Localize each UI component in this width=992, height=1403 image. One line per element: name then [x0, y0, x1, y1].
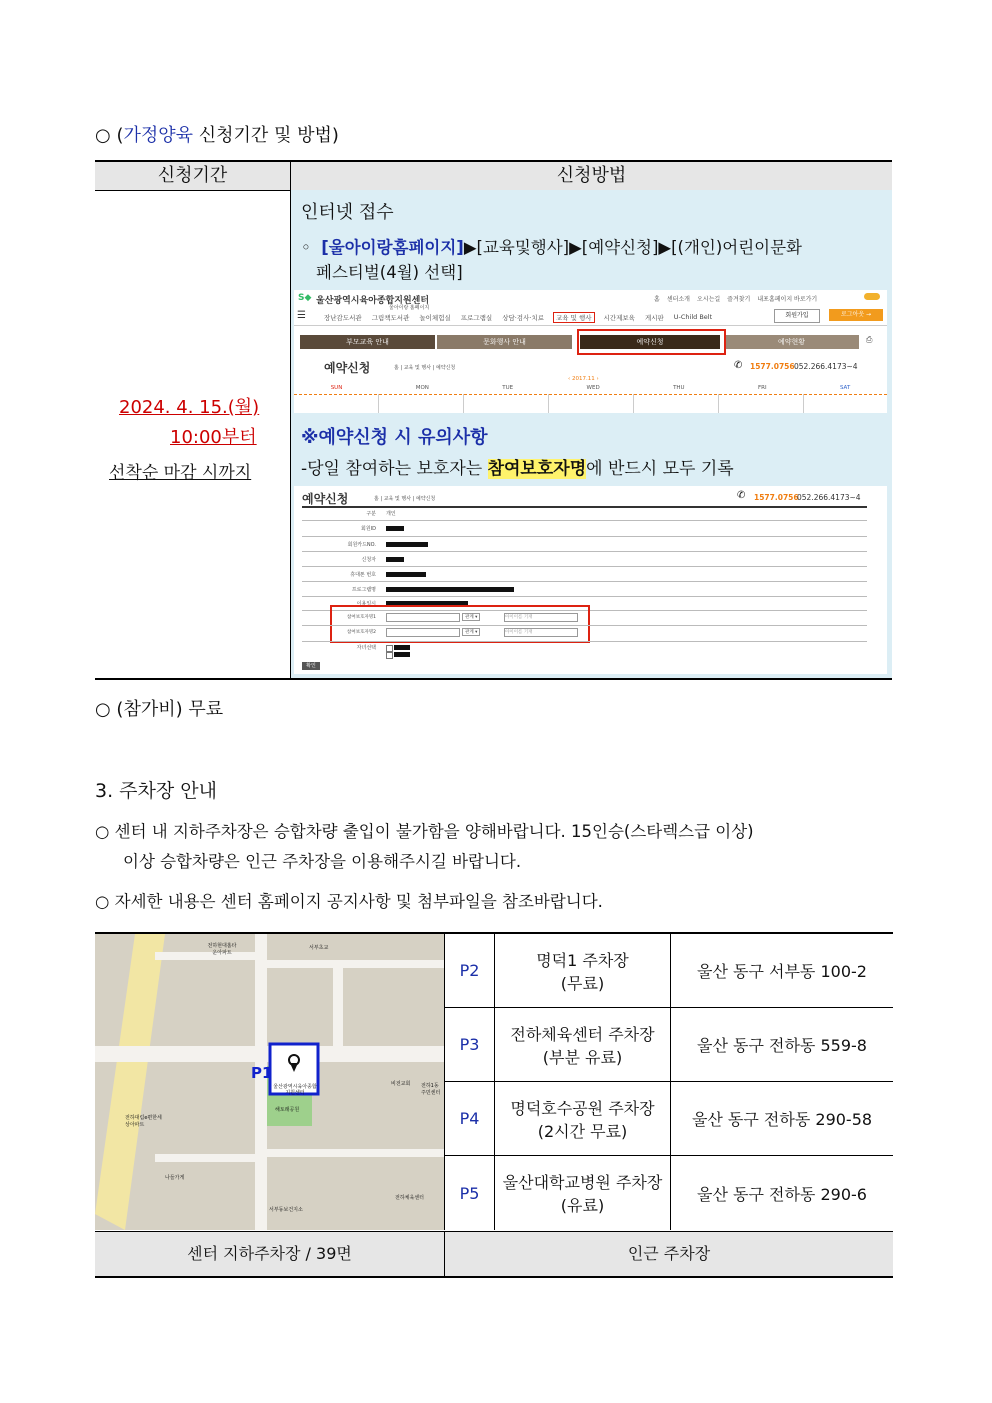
nav-item[interactable]: 상담·검사·치료 [502, 314, 544, 322]
site-logo-text: 울산광역시육아종합지원센터 [316, 296, 430, 306]
relation-select-1[interactable]: 관계 ▾ [462, 613, 480, 621]
parking-code: P2 [445, 934, 495, 1007]
tab-reservation[interactable]: 예약신청 [580, 335, 720, 349]
col-period-header: 신청기간 [95, 162, 291, 190]
reg-table-header [95, 160, 892, 191]
site-logo-icon: S◆ [298, 293, 312, 303]
nav-item[interactable]: 장난감도서관 [324, 314, 362, 322]
nav-item[interactable]: U-Child Belt [673, 313, 713, 321]
parking-name: 명덕1 주차장 (무료) [495, 934, 671, 1007]
map-label: 전하대림e편한세상아파트 [125, 1115, 162, 1128]
guardian-input-1[interactable] [386, 613, 460, 622]
parking-heading: 3. 주차장 안내 [95, 780, 217, 802]
method-title: 인터넷 접수 [301, 202, 394, 223]
site-screenshot-2 [294, 486, 887, 674]
redacted [394, 652, 410, 657]
type-value: 개인 [386, 511, 396, 517]
nav-item[interactable]: 시간제보육 [603, 314, 635, 322]
col-method-header: 신청방법 [556, 165, 627, 186]
weekday: FRI [757, 385, 767, 391]
form-label: 휴대폰 번호 [350, 572, 376, 578]
child-checkbox[interactable] [386, 645, 393, 652]
highlight-box [577, 329, 726, 355]
period-cell [95, 190, 291, 678]
parking-row-p2 [445, 934, 893, 1008]
top-link[interactable]: 센터소개 [666, 296, 690, 303]
tab-parent-edu[interactable]: 부모교육 안내 [300, 335, 435, 349]
form-label: 신청자 [361, 557, 376, 563]
map-label: 서부동보건지소 [269, 1207, 303, 1213]
parking-name: 울산대학교병원 주차장 (유료) [495, 1156, 671, 1230]
weekday: WED [586, 385, 600, 391]
top-link[interactable]: 즐겨찾기 [727, 296, 751, 303]
map-label: 해토래공원 [275, 1107, 300, 1113]
sns-icon[interactable] [864, 293, 880, 300]
month-label: ‹ 2017.11 › [568, 376, 599, 382]
phone-alt: 052.266.4173~4 [794, 362, 858, 371]
weekday: THU [673, 385, 685, 391]
weekday-row [294, 385, 887, 391]
nav-item[interactable]: 게시판 [644, 314, 664, 322]
redacted [386, 526, 404, 531]
divider [294, 325, 887, 326]
child-input-1[interactable]: 아이이름 기재 [504, 613, 578, 622]
page-title: 예약신청 [324, 361, 371, 375]
form-label: 참여보호자명2 [347, 630, 376, 635]
print-icon[interactable]: ⎙ [866, 335, 873, 344]
breadcrumb: 홈 | 교육 및 행사 | 예약신청 [394, 365, 456, 371]
parking-para1-line1: ○ 센터 내 지하주차장은 승합차량 출입이 불가함을 양해바랍니다. 15인승(스타렉스급 이상) [95, 822, 754, 841]
method-cell [291, 190, 892, 678]
calendar-grid [294, 394, 887, 413]
map-label: 비전교회 [391, 1081, 411, 1087]
parking-para2: ○ 자세한 내용은 센터 홈페이지 공지사항 및 첨부파일을 참조바랍니다. [95, 892, 603, 911]
top-link[interactable]: 내포홈페이지 바로가기 [757, 296, 818, 303]
time-start: 10:00부터 [170, 427, 257, 448]
form-label: 참여보호자명1 [347, 615, 376, 620]
underground-parking-label: 센터 지하주차장 / 39면 [95, 1232, 445, 1276]
redacted [386, 572, 426, 577]
weekday: SUN [330, 385, 343, 391]
parking-code: P4 [445, 1082, 495, 1155]
nav-item[interactable]: 놀이체험실 [419, 314, 451, 322]
breadcrumb: 홈 | 교육 및 행사 | 예약신청 [374, 496, 436, 502]
phone-icon: ✆ [737, 490, 746, 501]
weekday: TUE [502, 385, 514, 391]
redacted [386, 557, 404, 562]
parking-map [95, 934, 445, 1230]
form-label: 자녀선택 [356, 645, 376, 651]
path-line1: ◦ [울아이랑홈페이지]▶[교육및행사]▶[예약신청]▶[(개인)어린이문화 [301, 238, 802, 257]
parking-footer-row [95, 1231, 893, 1278]
top-link[interactable]: 오시는길 [696, 296, 721, 303]
p1-marker-label: P1 [251, 1064, 273, 1082]
weekday: SAT [839, 385, 851, 391]
site-link[interactable]: [울아이랑홈페이지] [321, 238, 464, 257]
notice-title: ※예약신청 시 유의사항 [301, 427, 488, 448]
site-logo-sub: 울아이랑 홈페이지 [389, 305, 430, 311]
parking-address: 울산 동구 전하동 559-8 [697, 1036, 867, 1055]
parking-address: 울산 동구 전하동 290-58 [691, 1110, 873, 1129]
form-label: 회원카드NO. [347, 542, 376, 548]
form-label: 이용일시 [356, 601, 376, 607]
site-top-links [654, 294, 817, 303]
redacted [394, 645, 410, 650]
map-label: 서부초교 [309, 945, 329, 951]
parking-code: P5 [445, 1156, 495, 1230]
parking-name: 전하체육센터 주차장 (부분 유료) [495, 1008, 671, 1081]
deadline-text: 선착순 마감 시까지 [109, 463, 252, 483]
join-button[interactable]: 회원가입 [774, 309, 820, 323]
parking-name: 명덕호수공원 주차장 (2시간 무료) [495, 1082, 671, 1155]
phone-icon: ✆ [734, 360, 743, 371]
menu-icon[interactable]: ☰ [297, 310, 306, 321]
nav-item-edu[interactable]: 교육 및 행사 [556, 314, 592, 322]
site-nav [324, 313, 712, 322]
confirm-button[interactable]: 확인 [302, 662, 320, 670]
highlight-box [330, 605, 590, 643]
center-label: 울산광역시육아종합지원센터 [273, 1084, 317, 1096]
guardian-input-2[interactable] [386, 628, 460, 637]
page-title: 예약신청 [302, 492, 349, 506]
form-label: 프로그램명 [351, 587, 376, 593]
nav-item[interactable]: 프로그램실 [460, 314, 493, 322]
phone-alt: 052.266.4173~4 [797, 493, 861, 502]
highlight-guardian: 참여보호자명 [487, 459, 587, 479]
redacted [386, 542, 428, 547]
redacted [386, 587, 514, 592]
fee-line: ○ (참가비) 무료 [95, 699, 224, 720]
child-checkbox[interactable] [386, 652, 393, 659]
parking-row-p4 [445, 1082, 893, 1156]
relation-select-2[interactable]: 관계 ▾ [462, 628, 480, 636]
form-label: 구분 [366, 511, 376, 517]
map-label: 나들가게 [165, 1175, 185, 1181]
parking-address: 울산 동구 전하동 290-6 [697, 1184, 867, 1204]
tab-culture[interactable]: 문화행사 안내 [437, 335, 572, 349]
notice-text: -당일 참여하는 보호자는 참여보호자명에 반드시 모두 기록 [301, 459, 734, 479]
weekday: MON [415, 385, 429, 391]
map-label: 전하현대홈타운아파트 [207, 943, 237, 956]
phone-main: 1577.0756 [750, 362, 795, 371]
phone-main: 1577.0756 [754, 493, 799, 502]
map-label: 전하1동 주민센터 [421, 1083, 441, 1096]
divider [302, 506, 867, 508]
nav-item[interactable]: 그림책도서관 [371, 314, 410, 322]
parking-address: 울산 동구 서부동 100-2 [697, 962, 867, 981]
map-label: 전하체육센터 [395, 1195, 424, 1201]
parking-code: P3 [445, 1008, 495, 1081]
date-start: 2024. 4. 15.(월) [119, 397, 260, 418]
section-apply-heading: ○ (가정양육 신청기간 및 방법) [95, 125, 339, 146]
form-label: 회원ID [361, 526, 376, 532]
child-input-2[interactable]: 아이이름 기재 [504, 628, 578, 637]
login-button[interactable]: 로그아웃 → [829, 309, 883, 321]
parking-para1-line2: 이상 승합차량은 인근 주차장을 이용해주시길 바랍니다. [123, 852, 522, 871]
path-line2: 페스티벌(4월) 선택] [316, 263, 463, 282]
tab-status[interactable]: 예약현황 [724, 335, 859, 349]
top-link[interactable]: 홈 [654, 296, 660, 303]
site-screenshot-1 [294, 290, 887, 413]
nearby-parking-label: 인근 주차장 [627, 1244, 711, 1263]
parking-row-p3 [445, 1008, 893, 1082]
parking-row-p5 [445, 1156, 893, 1230]
reg-table-body [95, 190, 892, 680]
